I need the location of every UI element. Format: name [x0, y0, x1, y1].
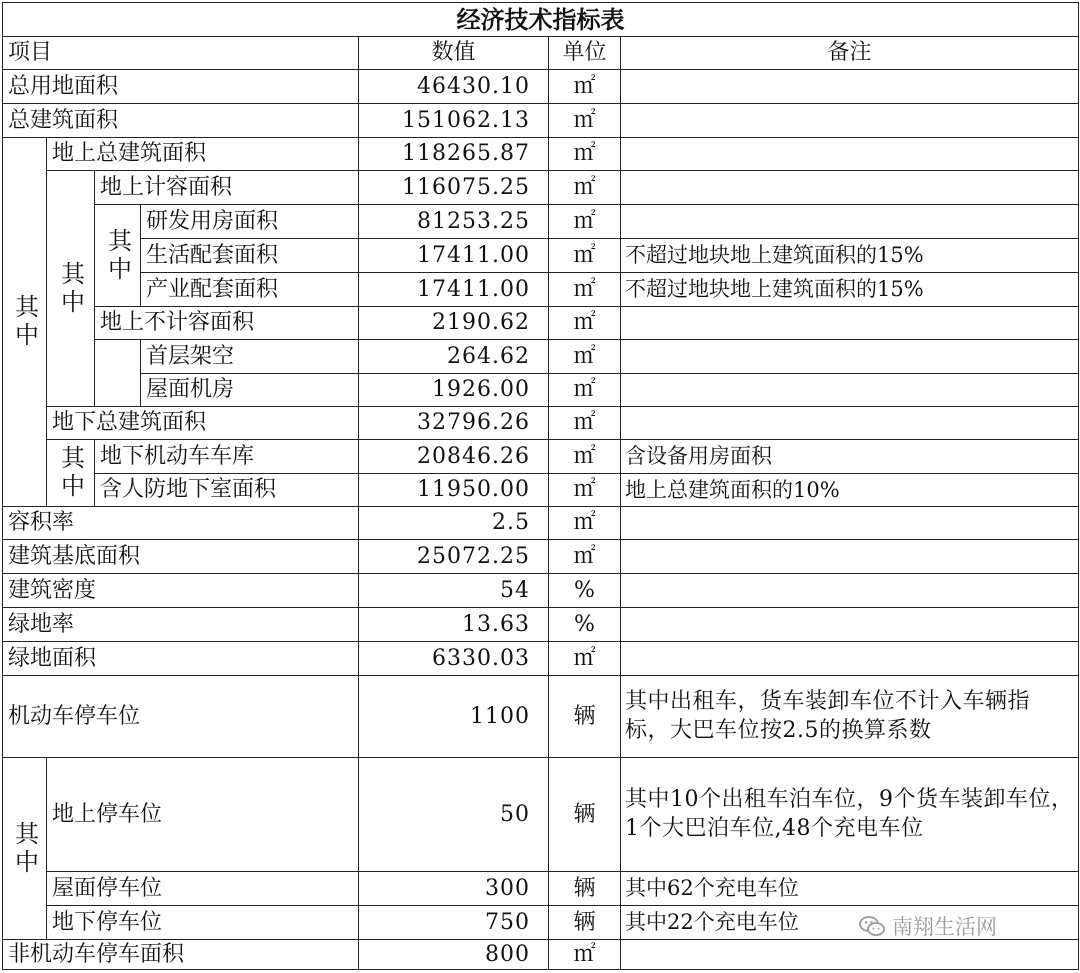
- row-unit: %: [548, 607, 620, 641]
- row-label: 生活配套面积: [140, 238, 358, 272]
- row-value: 81253.25: [358, 204, 548, 238]
- header-value: 数值: [358, 36, 548, 69]
- row-unit: ㎡: [548, 272, 620, 306]
- row-value: 13.63: [358, 607, 548, 641]
- row-value: 750: [358, 905, 548, 939]
- row-note: [620, 306, 1078, 339]
- row-unit: %: [548, 573, 620, 607]
- row-note: 含设备用房面积: [620, 439, 1078, 473]
- group-label-text: 其中: [10, 820, 39, 877]
- row-value: 32796.26: [358, 406, 548, 439]
- row-label: 含人防地下室面积: [94, 473, 358, 506]
- row-unit: ㎡: [548, 170, 620, 204]
- row-label: 地下停车位: [46, 905, 358, 939]
- watermark-text: 南翔生活网: [892, 915, 997, 939]
- row-unit: 辆: [548, 757, 620, 871]
- row-value: 800: [358, 939, 548, 969]
- blank-cell: [94, 339, 140, 406]
- header-unit: 单位: [548, 36, 620, 69]
- group-label-below: [46, 439, 94, 506]
- row-value: 151062.13: [358, 103, 548, 137]
- row-value: 2190.62: [358, 306, 548, 339]
- row-note: [620, 204, 1078, 238]
- row-value: 25072.25: [358, 539, 548, 573]
- row-value: 118265.87: [358, 137, 548, 170]
- row-label: 产业配套面积: [140, 272, 358, 306]
- row-value: 50: [358, 757, 548, 871]
- row-value: 1100: [358, 675, 548, 757]
- group-label-text: 其中: [56, 445, 85, 501]
- table-title: 经济技术指标表: [2, 2, 1078, 36]
- header-note: 备注: [620, 36, 1078, 69]
- row-note: 其中22个充电车位: [620, 905, 1078, 939]
- row-unit: ㎡: [548, 439, 620, 473]
- row-value: 17411.00: [358, 238, 548, 272]
- row-note: [620, 69, 1078, 103]
- row-label: 总用地面积: [2, 69, 358, 103]
- row-value: 2.5: [358, 506, 548, 539]
- row-label: 首层架空: [140, 339, 358, 373]
- row-unit: ㎡: [548, 137, 620, 170]
- group-label-text: 其中: [103, 227, 132, 284]
- group-label-above: [46, 170, 94, 406]
- row-value: 20846.26: [358, 439, 548, 473]
- row-note: [620, 506, 1078, 539]
- row-unit: ㎡: [548, 103, 620, 137]
- row-label: 屋面停车位: [46, 871, 358, 905]
- row-label: 地上不计容面积: [94, 306, 358, 339]
- row-note: [620, 170, 1078, 204]
- row-unit: ㎡: [548, 204, 620, 238]
- header-item: 项目: [2, 36, 358, 69]
- row-label: 地下总建筑面积: [46, 406, 358, 439]
- table-border-bottom: [2, 969, 1079, 970]
- group-label-text: 其中: [10, 294, 39, 350]
- row-value: 46430.10: [358, 69, 548, 103]
- row-label: 总建筑面积: [2, 103, 358, 137]
- row-value: 1926.00: [358, 373, 548, 406]
- row-note: 其中出租车，货车装卸车位不计入车辆指标，大巴车位按2.5的换算系数: [620, 675, 1078, 757]
- row-label: 机动车停车位: [2, 675, 358, 757]
- row-note: [620, 103, 1078, 137]
- row-unit: ㎡: [548, 238, 620, 272]
- row-note: [620, 539, 1078, 573]
- row-value: 116075.25: [358, 170, 548, 204]
- row-unit: 辆: [548, 675, 620, 757]
- row-note: 其中10个出租车泊车位，9个货车装卸车位，1个大巴泊车位,48个充电车位: [620, 757, 1078, 871]
- row-label: 绿地面积: [2, 641, 358, 675]
- row-note: 其中62个充电车位: [620, 871, 1078, 905]
- row-note: [620, 406, 1078, 439]
- row-label: 建筑密度: [2, 573, 358, 607]
- row-label: 地上计容面积: [94, 170, 358, 204]
- row-unit: ㎡: [548, 69, 620, 103]
- row-unit: ㎡: [548, 306, 620, 339]
- row-label: 非机动车停车面积: [2, 939, 358, 969]
- row-note: [620, 607, 1078, 641]
- row-value: 6330.03: [358, 641, 548, 675]
- row-value: 11950.00: [358, 473, 548, 506]
- row-unit: 辆: [548, 905, 620, 939]
- row-value: 54: [358, 573, 548, 607]
- row-note: 地上总建筑面积的10%: [620, 473, 1078, 506]
- row-label: 研发用房面积: [140, 204, 358, 238]
- group-label-parking: [2, 757, 46, 939]
- row-note: [620, 939, 1078, 969]
- table-border-right: [1078, 2, 1079, 969]
- row-unit: ㎡: [548, 939, 620, 969]
- row-note: [620, 641, 1078, 675]
- row-label: 地上总建筑面积: [46, 137, 358, 170]
- row-unit: ㎡: [548, 373, 620, 406]
- row-unit: 辆: [548, 871, 620, 905]
- row-unit: ㎡: [548, 506, 620, 539]
- row-value: 300: [358, 871, 548, 905]
- row-label: 地上停车位: [46, 757, 358, 871]
- row-note: [620, 339, 1078, 373]
- row-label: 容积率: [2, 506, 358, 539]
- group-label-area: [2, 137, 46, 506]
- row-label: 绿地率: [2, 607, 358, 641]
- row-unit: ㎡: [548, 339, 620, 373]
- row-value: 17411.00: [358, 272, 548, 306]
- row-note: [620, 373, 1078, 406]
- row-note: [620, 573, 1078, 607]
- group-label-far: [94, 204, 140, 306]
- row-unit: ㎡: [548, 473, 620, 506]
- row-label: 地下机动车车库: [94, 439, 358, 473]
- row-unit: ㎡: [548, 539, 620, 573]
- row-unit: ㎡: [548, 641, 620, 675]
- row-unit: ㎡: [548, 406, 620, 439]
- row-note: [620, 137, 1078, 170]
- row-note: 不超过地块地上建筑面积的15%: [620, 272, 1078, 306]
- row-label: 屋面机房: [140, 373, 358, 406]
- row-value: 264.62: [358, 339, 548, 373]
- group-label-text: 其中: [56, 260, 85, 317]
- row-label: 建筑基底面积: [2, 539, 358, 573]
- row-note: 不超过地块地上建筑面积的15%: [620, 238, 1078, 272]
